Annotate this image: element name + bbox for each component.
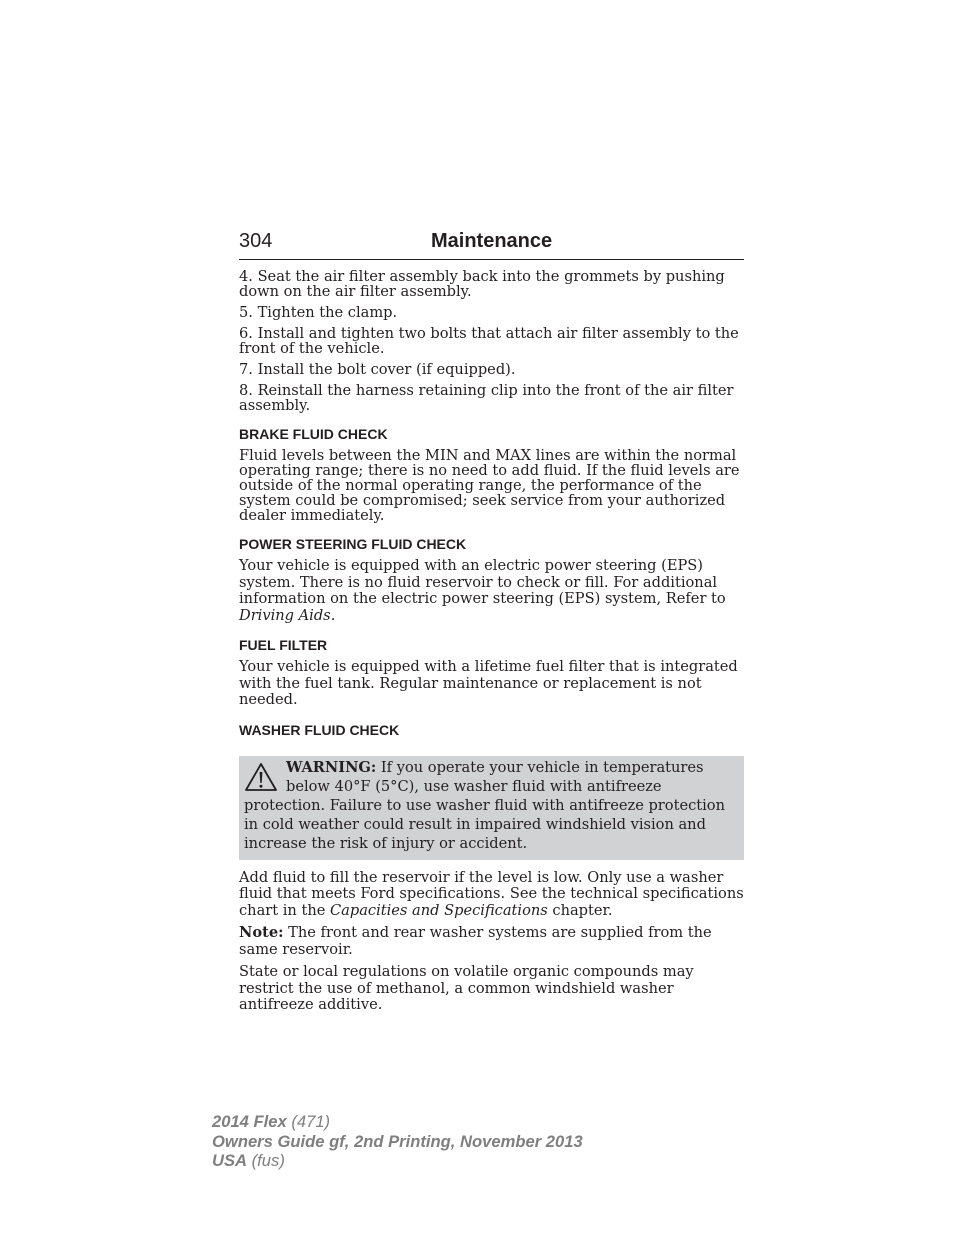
page-footer: 2014 Flex (471) Owners Guide gf, 2nd Printing, November 2013 USA (fus) (212, 1112, 583, 1170)
step-6: 6. Install and tighten two bolts that attach air filter assembly to the front of the vehicle. (239, 325, 739, 357)
page-header (239, 228, 744, 260)
driving-aids-reference: Driving Aids (239, 606, 331, 624)
manual-page (239, 228, 744, 1020)
brake-fluid-heading: BRAKE FLUID CHECK (239, 426, 388, 442)
capacities-reference: Capacities and Specifications (330, 901, 548, 919)
warning-triangle-icon (244, 762, 278, 792)
step-8: 8. Reinstall the harness retaining clip into the front of the air filter assembly. (239, 382, 734, 414)
page-number: 304 (239, 230, 273, 252)
footer-region: USA (212, 1151, 248, 1170)
warning-label: WARNING: (286, 758, 377, 776)
brake-fluid-text: Fluid levels between the MIN and MAX lines are within the normal operating range; there is no need to add fluid. If the fluid levels are outside of the normal operating range, the performance of the system could be compromised; seek service from your authorized dealer immediately. (239, 447, 740, 524)
fuel-filter-heading: FUEL FILTER (239, 637, 328, 653)
fuel-filter-text: Your vehicle is equipped with a lifetime fuel filter that is integrated with the fuel tank. Regular maintenance or replacement is not needed. (239, 658, 738, 708)
regulations-text: State or local regulations on volatile organic compounds may restrict the use of methanol, a common windshield washer antifreeze additive. (239, 963, 694, 1013)
warning-box (239, 756, 744, 860)
warning-text: WARNING: If you operate your vehicle in temperatures below 40°F (5°C), use washer fluid with antifreeze protection. Failure to use washer fluid with antifreeze protection in cold weather could result in impaired windshield vision and increase the risk of injury or accident. (244, 758, 725, 852)
footer-guide: Owners Guide gf, 2nd Printing, November 2013 (212, 1131, 583, 1151)
add-fluid-text: Add fluid to fill the reservoir if the level is low. Only use a washer fluid that meets Ford specifications. See the technical specifications chart in the Capacities and Specifications chapter. (239, 868, 744, 919)
section-title: Maintenance (431, 230, 553, 252)
footer-model: 2014 Flex (212, 1112, 287, 1131)
step-7: 7. Install the bolt cover (if equipped). (239, 361, 516, 378)
power-steering-heading: POWER STEERING FLUID CHECK (239, 536, 467, 552)
page-content (239, 260, 744, 1014)
washer-fluid-heading: WASHER FLUID CHECK (239, 721, 400, 738)
power-steering-text: Your vehicle is equipped with an electric power steering (EPS) system. There is no fluid reservoir to check or fill. For additional information on the electric power steering (EPS) system, Refer to Driving Aids. (239, 557, 726, 624)
note-label: Note: (239, 924, 284, 941)
step-4: 4. Seat the air filter assembly back into the grommets by pushing down on the air filter assembly. (239, 268, 725, 300)
step-5: 5. Tighten the clamp. (239, 304, 398, 321)
note-text: Note: The front and rear washer systems are supplied from the same reservoir. (239, 924, 712, 958)
